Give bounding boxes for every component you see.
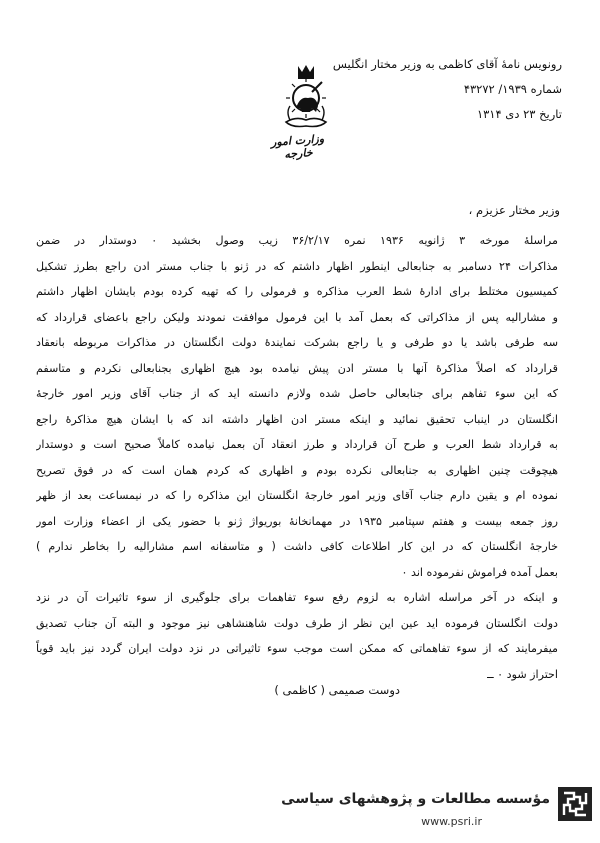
- letter-header: [312, 52, 562, 127]
- body-line: احتراز شود ۰ ــ: [487, 667, 558, 681]
- archive-footer: [0, 783, 600, 843]
- body-line: بعمل آمده فراموش نفرموده اند ۰: [401, 565, 558, 579]
- body-line: خارجهٔ انگلستان که در این کار اطلاعات کافی داشت ( و متاسفانه اسم مشارالیه را بخاطر ندارم ): [36, 540, 558, 553]
- body-line: سه طرفی باشد یا دو طرفی و یا راجع بشرکت نمایندهٔ دولت انگلستان در مذاکرات مربوطه بانعقاد: [36, 336, 558, 349]
- body-line: که این سوء تفاهم برای جنابعالی حاصل شده ولازم دانسته اید که از جناب آقای وزیر امور خارجهٔ: [36, 387, 558, 400]
- body-line: به قرارداد شط العرب و طرح آن قرارداد و طرز انعقاد آن بعمل نیامده کاملاً صحیح است و دوستدار: [36, 438, 558, 451]
- body-line: میفرمایند که از سوء تفاهماتی که ممکن است موجب سوء تاثیراتی در نزد دولت ایران گردد نیز باید قویاً: [36, 642, 558, 655]
- org-name: مؤسسه مطالعات و پژوهشهای سیاسی: [281, 791, 550, 807]
- letter-number: شماره ۱۹۳۹/ ۴۳۲۷۲: [463, 82, 562, 96]
- letter-date: تاریخ ۲۳ دی ۱۳۱۴: [476, 107, 562, 121]
- org-url[interactable]: www.psri.ir: [421, 815, 482, 828]
- body-line: نموده ام و یقین دارم جناب آقای وزیر امور خارجهٔ انگلستان این مذاکره را که در نیمساعت بعد از ظهر: [36, 489, 558, 502]
- paragraph-1: [36, 228, 558, 585]
- body-line: کمیسیون مختلط برای ادارهٔ شط العرب مذاکره و فرمولی را که تهیه کرده بودم بایشان اظهار داشتم: [36, 285, 558, 298]
- body-line: دولت انگلستان فرموده اید عین این نظر از طرف دولت شاهنشاهی نیز موجود و البته آن جناب تصدیق: [36, 616, 558, 630]
- letter-body: [36, 228, 558, 687]
- body-line: انگلستان در اینباب تحقیق نمائید و اینکه مستر ادن اظهار داشته اند که با ایشان هیچ مذاکرهٔ راجع: [36, 412, 558, 426]
- closing-signature: دوست صمیمی ( کاظمی ): [274, 683, 400, 697]
- body-line: مذاکرات ۲۴ دسامبر به جنابعالی اینطور اظهار داشتم که در ژنو با جناب مستر ادن راجع بطرز تشکیل: [36, 259, 558, 273]
- copy-title: رونویس نامهٔ آقای کاظمی به وزیر مختار انگلیس: [332, 57, 562, 71]
- body-line: مراسلهٔ مورخه ۳ ژانویه ۱۹۳۶ نمره ۳۶/۲/۱۷ زیب وصول بخشید ۰ دوستدار در ضمن: [36, 234, 558, 247]
- lion-and-sun-emblem-icon: [276, 62, 336, 134]
- body-line: و اینکه در آخر مراسله اشاره به لزوم رفع سوء تفاهمات برای جلوگیری از سوء تاثیرات آن در نزد: [36, 591, 558, 604]
- ministry-name: وزارت امور خارجه: [270, 132, 325, 161]
- body-line: قرارداد که اصلاً مذاکرهٔ آنها با مستر ادن پیش نیامده بود هیچ اظهاری بجنابعالی نکردم و متاسفم: [36, 361, 558, 375]
- psri-logo-icon: [558, 787, 592, 821]
- body-line: هیچوقت چنین اظهاری به جنابعالی نکرده بودم و اظهاری که کردم همان است که در فوق تصریح: [36, 463, 558, 477]
- body-line: و مشارالیه پس از مذاکراتی که بعمل آمد با این فرمول موافقت نمودند ولیکن راجع باعضای قرارداد که: [36, 310, 558, 324]
- salutation: وزیر مختار عزیزم ،: [468, 203, 560, 217]
- body-line: روز جمعه بیست و هفتم سپتامبر ۱۹۳۵ در مهمانخانهٔ بوریواژ ژنو با حضور یکی از اعضاء وزارت امور: [36, 514, 558, 528]
- paragraph-2: [36, 585, 558, 687]
